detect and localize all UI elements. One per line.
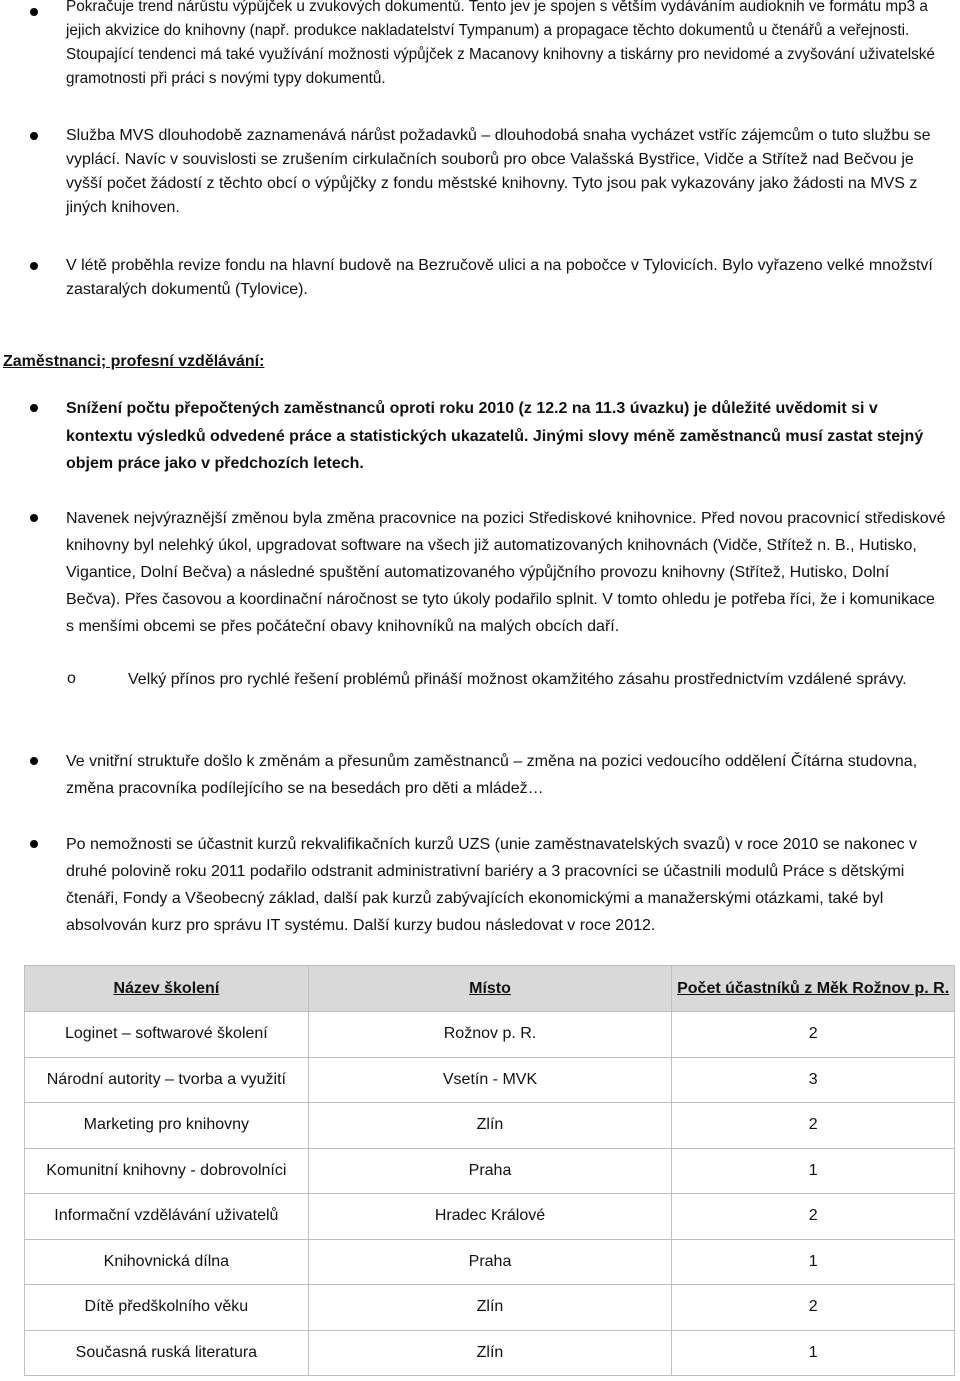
cell-location: Zlín xyxy=(308,1330,672,1376)
bullet-marker xyxy=(30,514,38,522)
bullet-marker xyxy=(30,262,38,270)
bullet-text: Navenek nejvýraznější změnou byla změna pracovnice na pozici Střediskové knihovnice. Před novou pracovnicí střediskové knihovny byl nelehký úkol, upgradovat software na všech již automatizovaných knihovnách (Vidče, Střítež n. B., Hutisko, Vigantice, Dolní Bečva) a následné spuštění automatizovaného výpůjčního provozu knihovny (Střítež, Hutisko, Dolní Bečva). Přes časovou a koordinační náročnost se tyto úkoly podařilo splnit. V tomto ohledu je potřeba říci, že i komunikace s menšími obcemi se přes počáteční obavy knihovníků na malých obcích daří. xyxy=(66,510,946,635)
sub-bullet-marker: o xyxy=(67,670,76,687)
cell-location: Zlín xyxy=(308,1103,672,1149)
bullet-text: Po nemožnosti se účastnit kurzů rekvalifikačních kurzů UZS (unie zaměstnavatelských svazů) v roce 2010 se nakonec v druhé polovině roku 2011 podařilo odstranit administrativní bariéry a 3 pracovníci se účastnili modulů Práce s dětskými čtenáři, Fondy a Všeobecný základ, další pak kurzů zabývajících ekonomickými a manažerskými otázkami, také byl absolvován kurz pro správu IT systému. Další kurzy budou následovat v roce 2012. xyxy=(66,836,918,934)
bullet-text: Ve vnitřní struktuře došlo k změnám a přesunům zaměstnanců – změna na pozici vedoucího oddělení Čítárna studovna, změna pracovníka podílejícího se na besedách pro děti a mládež… xyxy=(66,753,918,797)
cell-location: Praha xyxy=(308,1148,672,1194)
table-row xyxy=(25,1239,955,1285)
cell-location: Hradec Králové xyxy=(308,1194,672,1240)
cell-course-name: Marketing pro knihovny xyxy=(25,1103,309,1149)
table-header-row xyxy=(25,966,955,1012)
cell-course-name: Národní autority – tvorba a využití xyxy=(25,1057,309,1103)
sub-bullet-text: Velký přínos pro rychlé řešení problémů přináší možnost okamžitého zásahu prostřednictvím vzdálené správy. xyxy=(128,671,907,688)
header-participants: Počet účastníků z Měk Rožnov p. R. xyxy=(672,966,955,1012)
bullet-marker xyxy=(30,132,38,140)
cell-course-name: Dítě předškolního věku xyxy=(25,1285,309,1331)
bullet-text: Pokračuje trend nárůstu výpůjček u zvukových dokumentů. Tento jev je spojen s větším vydáváním audioknih ve formátu mp3 a jejich akvizice do knihovny (např. produkce nakladatelství Tympanum) a propagace těchto dokumentů u čtenářů a veřejnosti. Stoupající tendenci má také využívání možnosti výpůjček z Macanovy knihovny a tiskárny pro nevidomé a zvyšování uživatelské gramotnosti při práci s novými typy dokumentů. xyxy=(66,0,935,87)
cell-participants: 1 xyxy=(672,1330,955,1376)
bullet-text: Služba MVS dlouhodobě zaznamenává nárůst požadavků – dlouhodobá snaha vycházet vstříc zájemcům o tuto službu se vyplácí. Navíc v souvislosti se zrušením cirkulačních souborů pro obce Valašská Bystřice, Vidče a Střítež nad Bečvou je vyšší počet žádostí z těchto obcí o výpůjčky z fondu městské knihovny. Tyto jsou pak vykazovány jako žádosti na MVS z jiných knihoven. xyxy=(66,127,931,216)
cell-participants: 2 xyxy=(672,1012,955,1058)
bullet-text: Snížení počtu přepočtených zaměstnanců oproti roku 2010 (z 12.2 na 11.3 úvazku) je důležité uvědomit si v kontextu výsledků odvedené práce a statistických ukazatelů. Jinými slovy méně zaměstnanců musí zastat stejný objem práce jako v předchozích letech. xyxy=(66,400,924,472)
cell-participants: 2 xyxy=(672,1285,955,1331)
cell-course-name: Informační vzdělávání uživatelů xyxy=(25,1194,309,1240)
cell-location: Praha xyxy=(308,1239,672,1285)
cell-participants: 2 xyxy=(672,1103,955,1149)
header-course-name: Název školení xyxy=(25,966,309,1012)
cell-location: Zlín xyxy=(308,1285,672,1331)
cell-participants: 1 xyxy=(672,1239,955,1285)
cell-location: Rožnov p. R. xyxy=(308,1012,672,1058)
bullet-marker xyxy=(30,757,38,765)
cell-participants: 2 xyxy=(672,1194,955,1240)
bullet-marker xyxy=(30,404,38,412)
training-table xyxy=(24,965,955,1376)
cell-location: Vsetín - MVK xyxy=(308,1057,672,1103)
bullet-text: V létě proběhla revize fondu na hlavní budově na Bezručově ulici a na pobočce v Tylovicích. Bylo vyřazeno velké množství zastaralých dokumentů (Tylovice). xyxy=(66,257,933,298)
cell-course-name: Současná ruská literatura xyxy=(25,1330,309,1376)
cell-course-name: Loginet – softwarové školení xyxy=(25,1012,309,1058)
bullet-marker xyxy=(30,840,38,848)
table-row xyxy=(25,1285,955,1331)
cell-course-name: Knihovnická dílna xyxy=(25,1239,309,1285)
section-heading: Zaměstnanci; profesní vzdělávání: xyxy=(3,353,265,370)
table-row xyxy=(25,1103,955,1149)
table-row xyxy=(25,1330,955,1376)
header-location: Místo xyxy=(308,966,672,1012)
bullet-marker xyxy=(30,8,38,16)
table-row xyxy=(25,1148,955,1194)
table-row xyxy=(25,1194,955,1240)
table-row xyxy=(25,1012,955,1058)
cell-participants: 3 xyxy=(672,1057,955,1103)
table-row xyxy=(25,1057,955,1103)
cell-course-name: Komunitní knihovny - dobrovolníci xyxy=(25,1148,309,1194)
cell-participants: 1 xyxy=(672,1148,955,1194)
